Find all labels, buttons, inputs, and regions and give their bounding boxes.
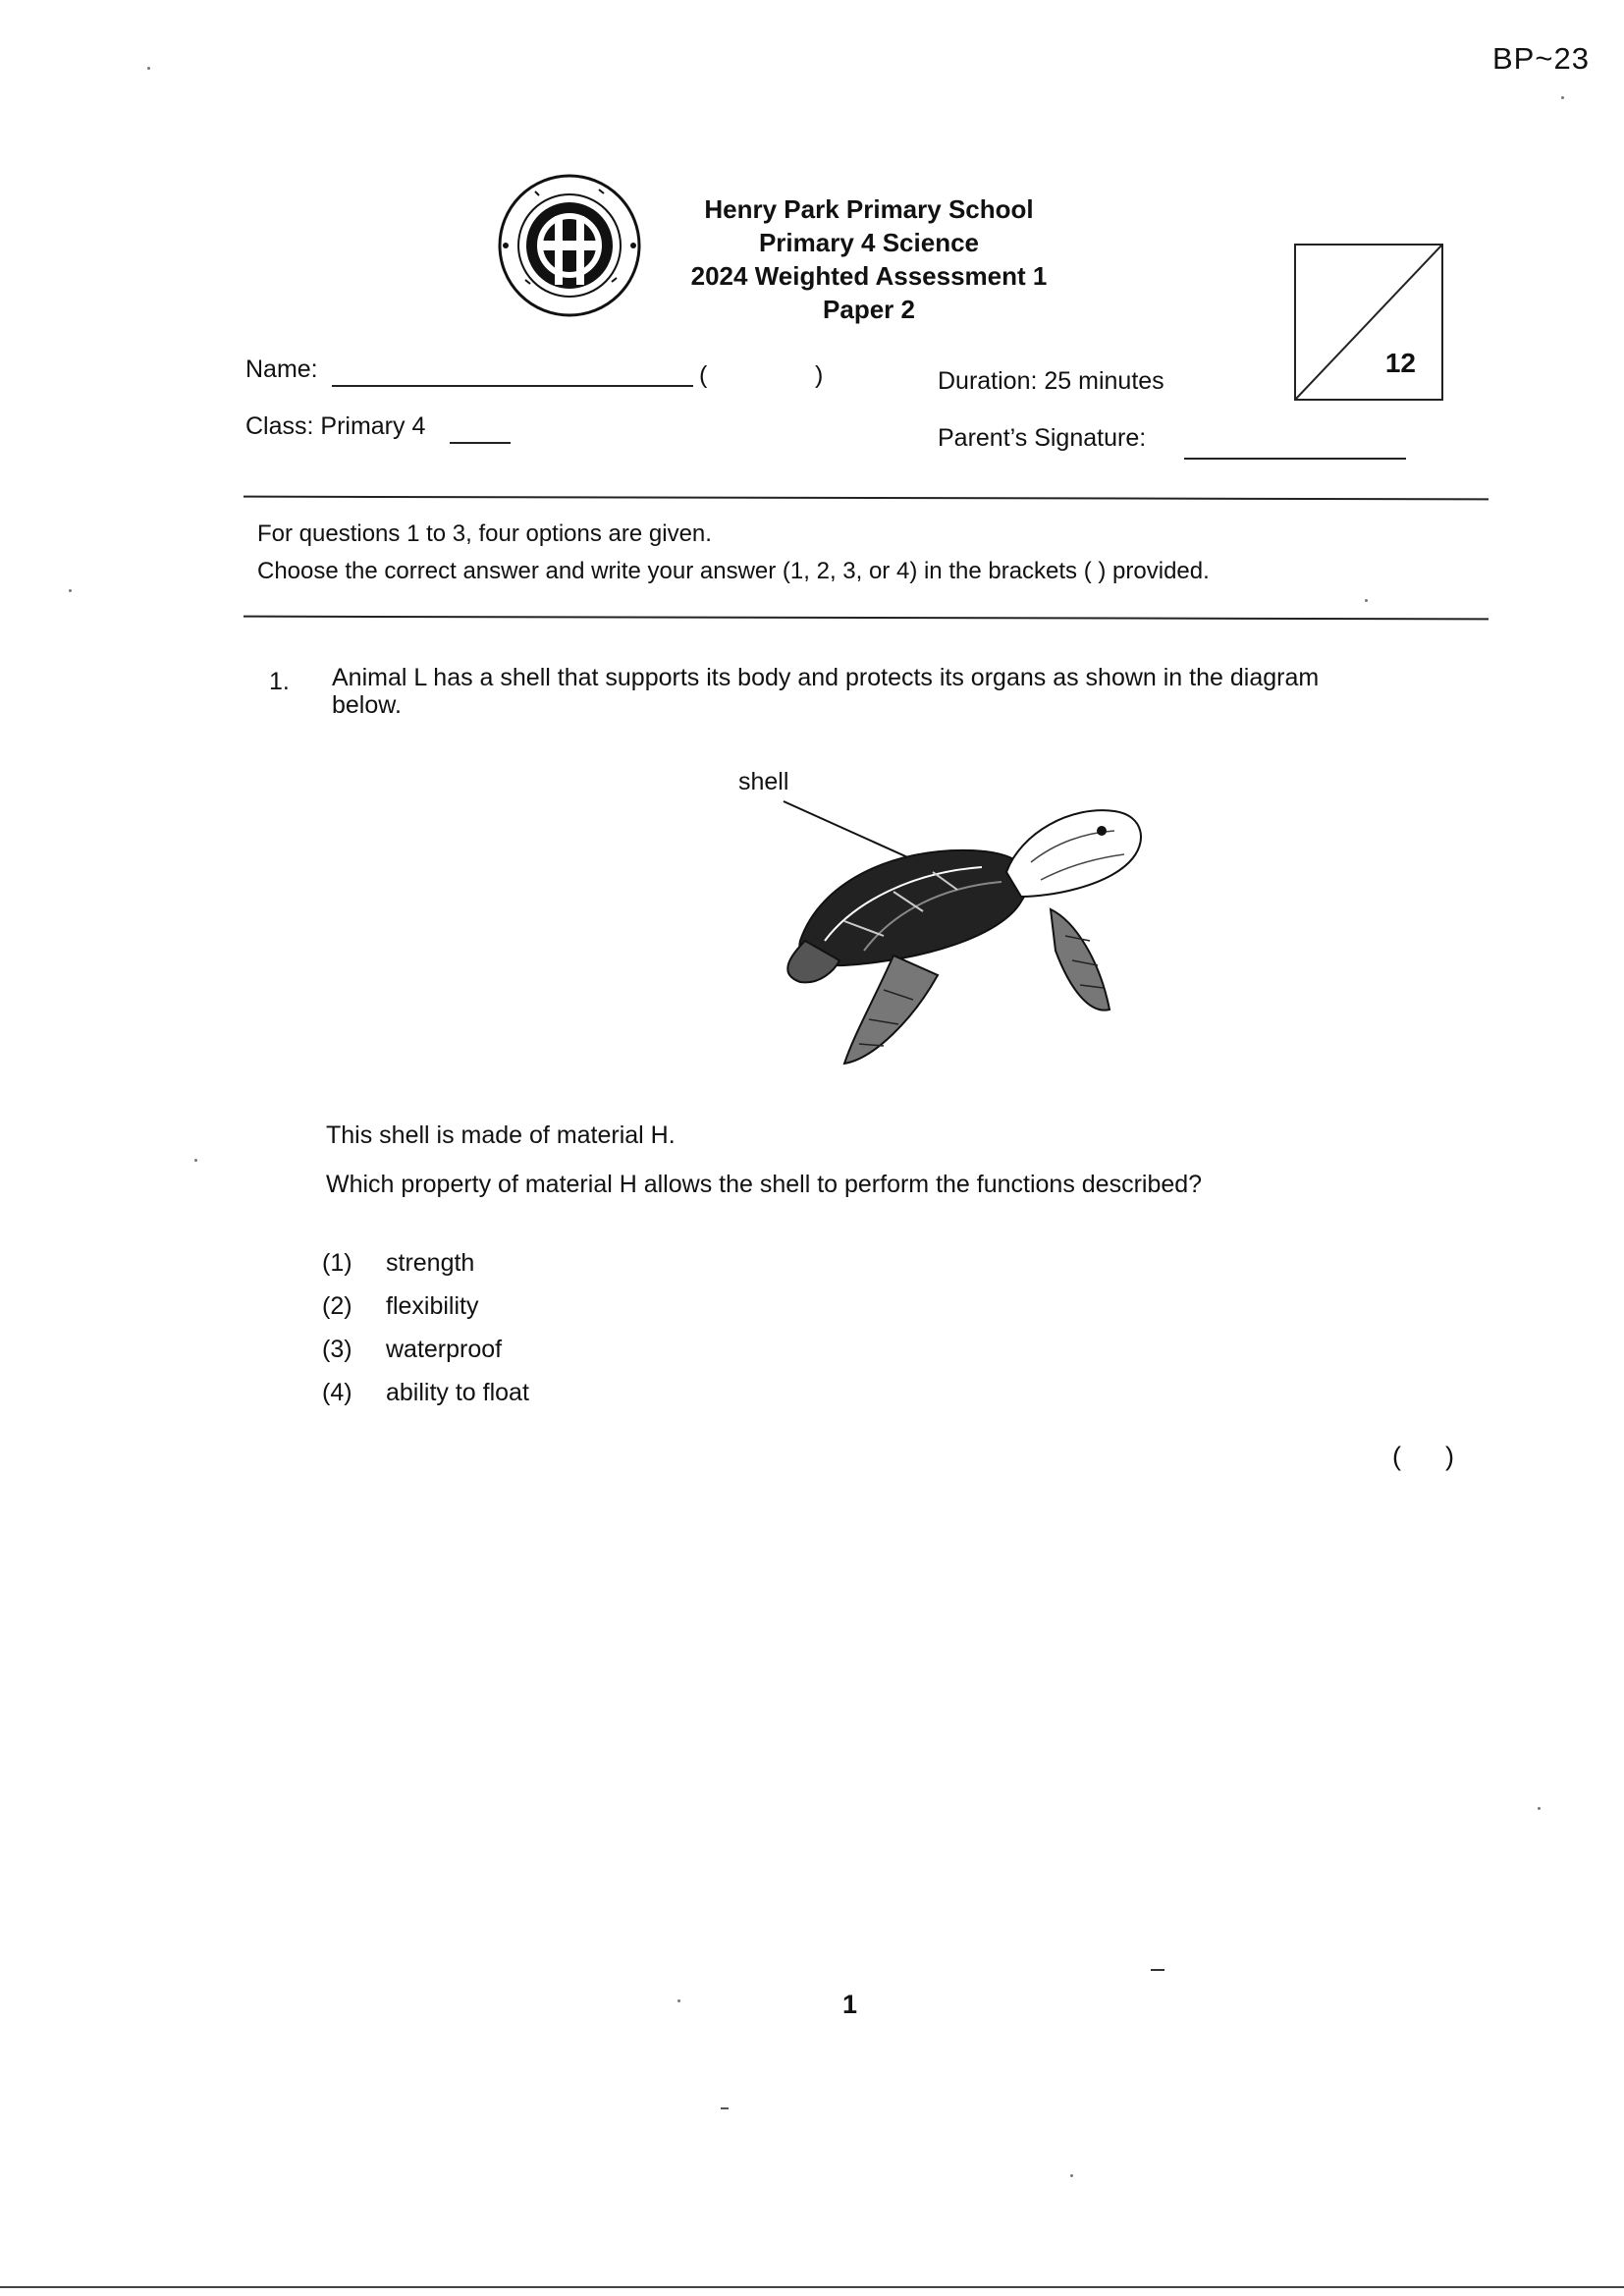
page-bottom-edge	[0, 2286, 1624, 2288]
scan-speck	[1538, 1807, 1541, 1810]
option-1[interactable]	[322, 1249, 474, 1278]
option-4-number: (4)	[322, 1379, 352, 1406]
scan-speck	[1561, 96, 1564, 99]
signature-label: Parent’s Signature:	[938, 424, 1147, 452]
question-text: Animal L has a shell that supports its body and protects its organs as shown in the diagram below.	[332, 664, 1320, 719]
rule-bottom	[244, 616, 1489, 621]
header-block	[628, 192, 1110, 326]
signature-field[interactable]	[1184, 458, 1406, 460]
paper-title: Paper 2	[823, 295, 915, 324]
class-label: Class: Primary 4	[245, 412, 426, 440]
school-logo	[496, 172, 643, 319]
duration-text: Duration: 25 minutes	[938, 367, 1164, 395]
assessment-title: 2024 Weighted Assessment 1	[690, 261, 1048, 291]
scan-speck	[147, 67, 150, 70]
option-2[interactable]	[322, 1292, 478, 1321]
option-4-text: ability to float	[386, 1379, 529, 1406]
index-bracket-open: (	[699, 361, 708, 389]
school-name: Henry Park Primary School	[704, 194, 1034, 224]
scan-mark	[721, 2107, 729, 2109]
option-4[interactable]	[322, 1379, 529, 1407]
question-prompt: Which property of material H allows the shell to perform the functions described?	[326, 1171, 1203, 1198]
option-1-text: strength	[386, 1249, 475, 1277]
instruction-line-2: Choose the correct answer and write your answer (1, 2, 3, or 4) in the brackets ( ) provided.	[257, 558, 1210, 584]
scan-speck	[194, 1159, 197, 1162]
score-total: 12	[1384, 348, 1416, 378]
name-label: Name:	[245, 355, 318, 383]
diagram-label-shell: shell	[738, 768, 789, 795]
page-number: 1	[842, 1990, 858, 2019]
scan-speck	[69, 589, 72, 592]
rule-top	[244, 496, 1489, 501]
option-3[interactable]	[322, 1336, 502, 1364]
option-2-number: (2)	[322, 1292, 352, 1320]
scan-mark	[1151, 1969, 1164, 1971]
subject-title: Primary 4 Science	[758, 228, 980, 257]
question-number: 1.	[269, 668, 290, 695]
answer-bracket[interactable]: ( )	[1392, 1442, 1454, 1471]
score-box	[1294, 244, 1443, 401]
option-2-text: flexibility	[386, 1292, 479, 1320]
instruction-line-1: For questions 1 to 3, four options are given.	[257, 520, 712, 547]
scan-speck	[1365, 599, 1368, 602]
index-bracket-close: )	[815, 361, 824, 389]
page-code: BP~23	[1492, 41, 1590, 76]
option-1-number: (1)	[322, 1249, 352, 1277]
option-3-number: (3)	[322, 1336, 352, 1363]
scan-speck	[1070, 2174, 1073, 2177]
class-field[interactable]	[450, 442, 511, 444]
scan-speck	[677, 1999, 680, 2002]
name-field[interactable]	[332, 385, 693, 387]
score-diagonal	[1296, 246, 1441, 399]
question-statement: This shell is made of material H.	[326, 1121, 676, 1149]
option-3-text: waterproof	[386, 1336, 503, 1363]
turtle-diagram	[727, 764, 1178, 1093]
